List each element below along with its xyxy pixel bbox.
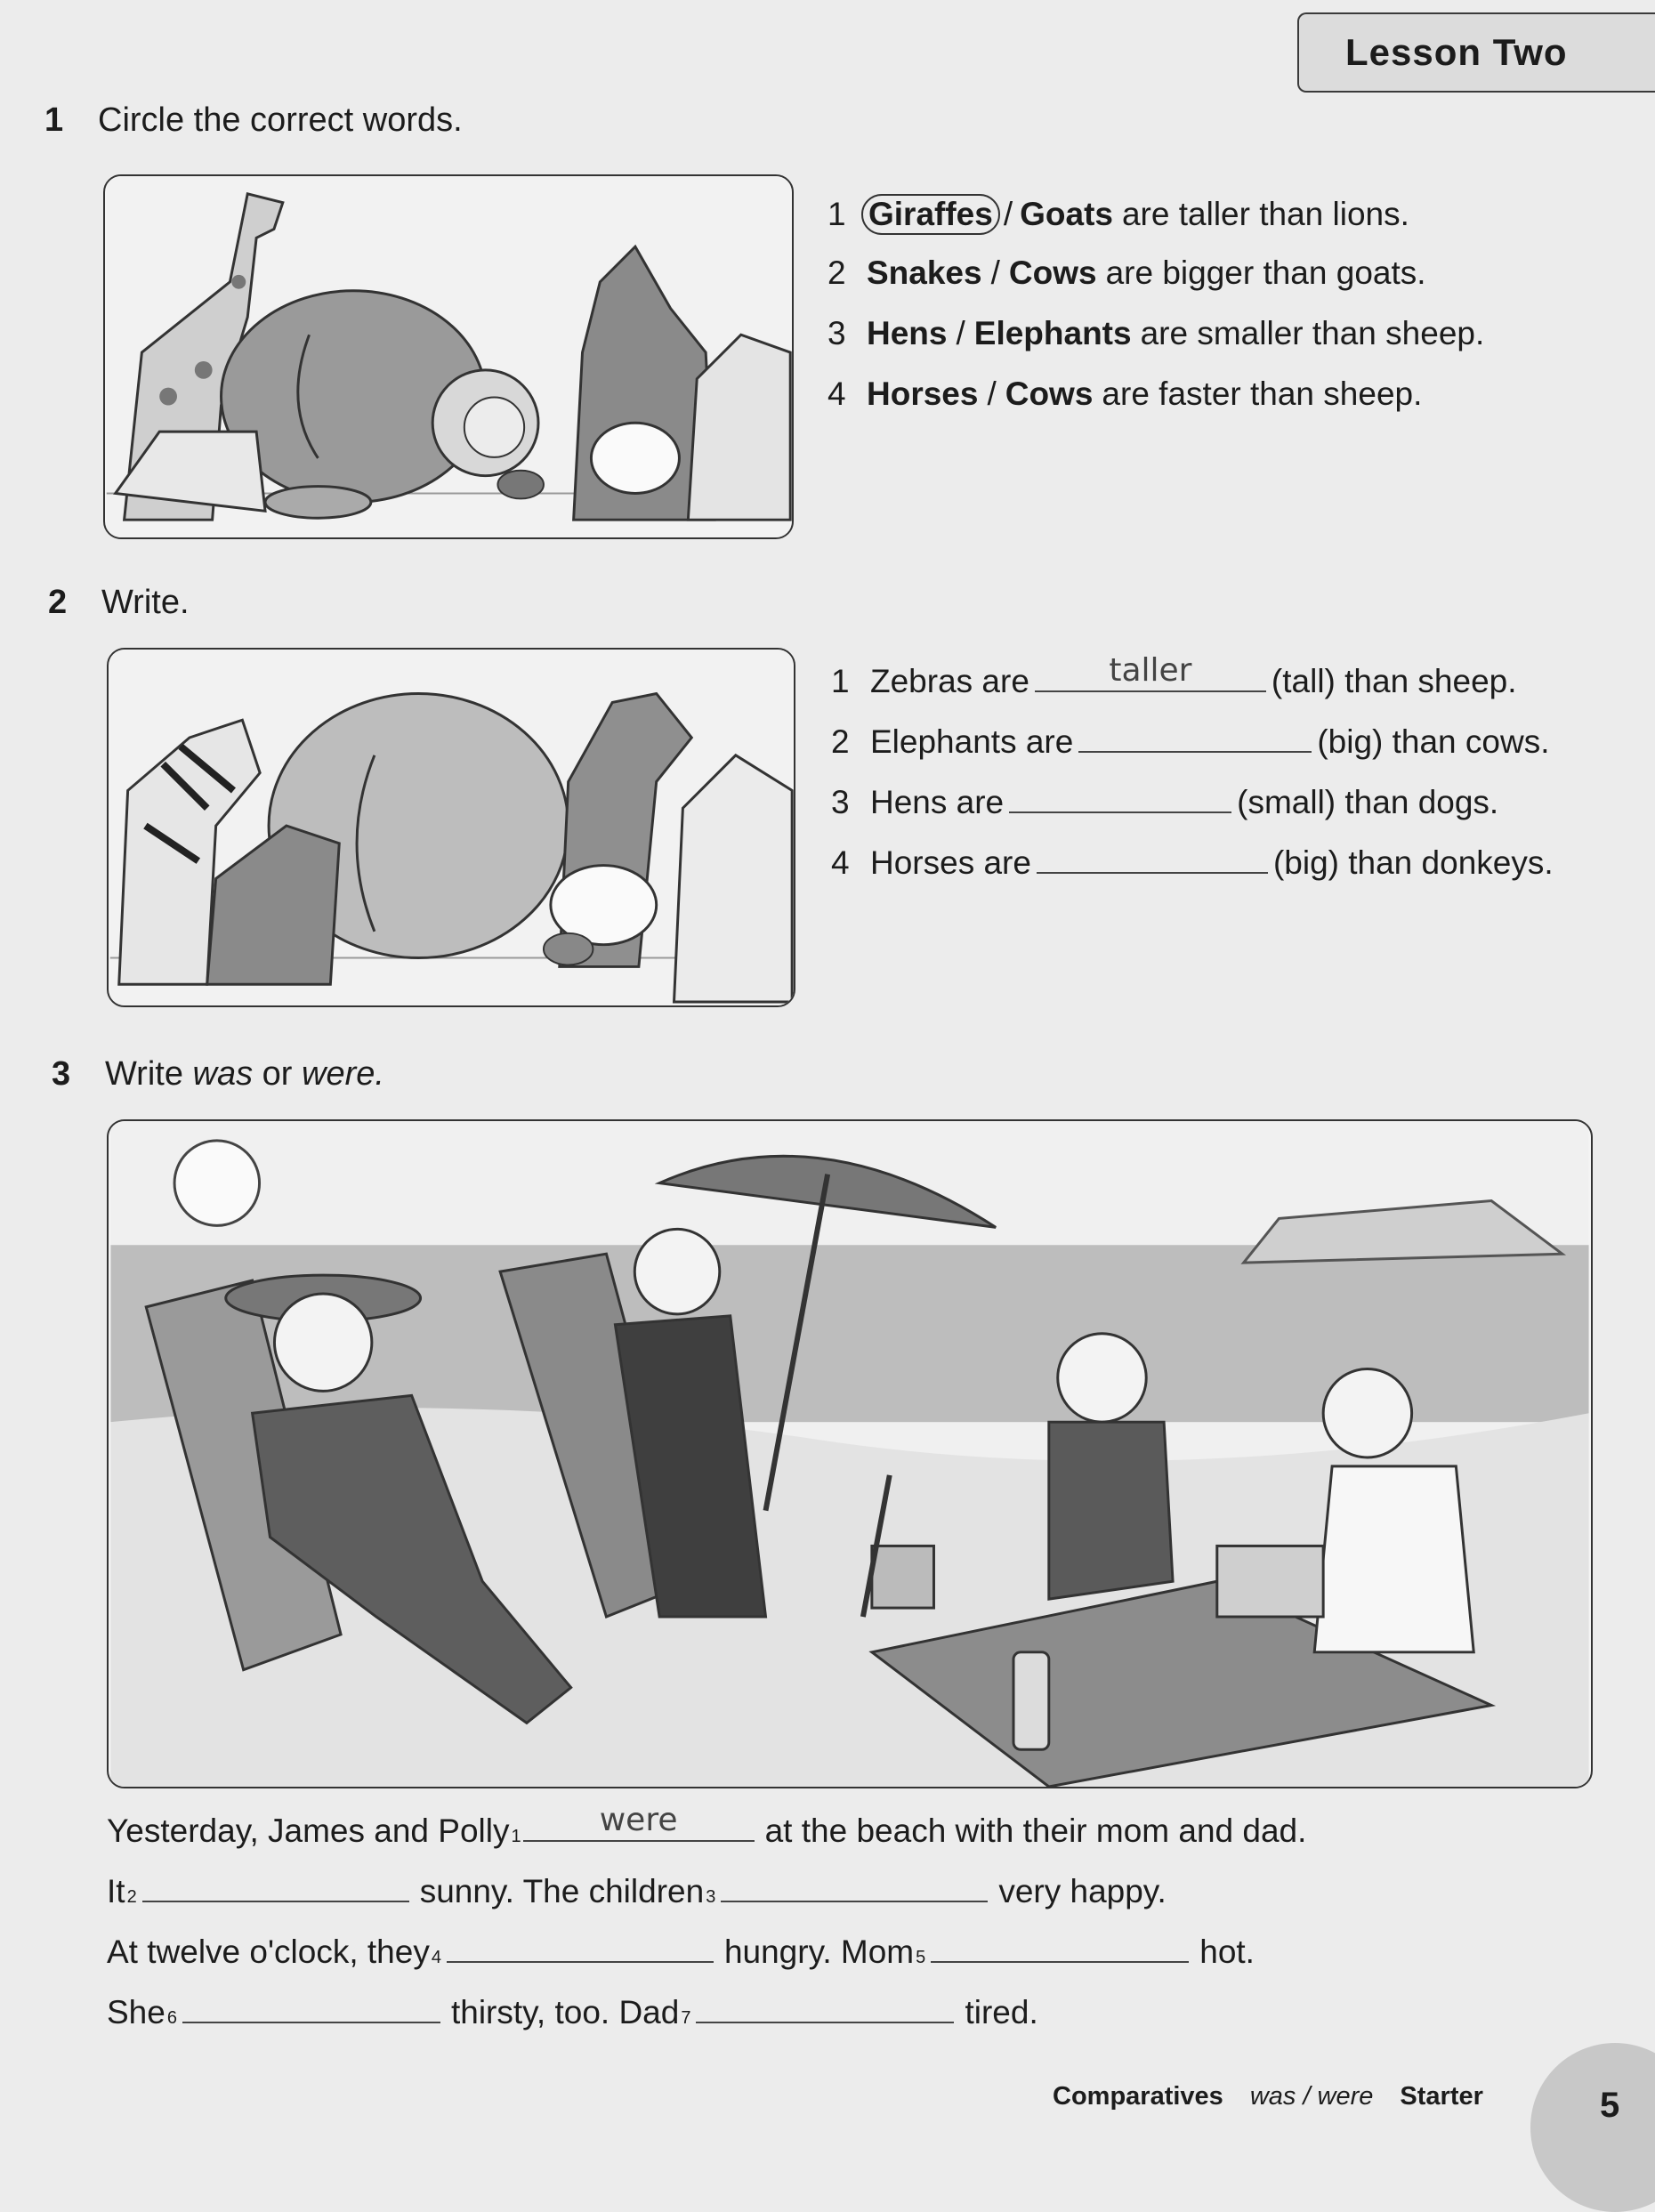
handwritten-answer: taller bbox=[1109, 652, 1192, 689]
ex1-item-3: 3 Hens / Elephants are smaller than sheep. bbox=[828, 315, 1485, 351]
answer-blank[interactable] bbox=[142, 1869, 409, 1902]
exercise-3-heading: 3 Write was or were. bbox=[52, 1055, 384, 1093]
animals-drawing-2-icon bbox=[109, 650, 794, 1005]
answer-blank[interactable] bbox=[1009, 779, 1231, 813]
option-a[interactable]: Snakes bbox=[867, 254, 982, 291]
circled-option[interactable]: Giraffes bbox=[861, 194, 1000, 235]
answer-blank[interactable] bbox=[1078, 719, 1312, 753]
story-line-1: Yesterday, James and Polly 1 were at the beach with their mom and dad. bbox=[107, 1802, 1307, 1849]
ex2-item-2: 2 Elephants are (big) than cows. bbox=[831, 719, 1550, 761]
option-a[interactable]: Hens bbox=[867, 315, 948, 351]
ex2-item-4: 4 Horses are (big) than donkeys. bbox=[831, 840, 1554, 882]
ex2-item-3: 3 Hens are (small) than dogs. bbox=[831, 779, 1498, 821]
exercise-instruction: Write. bbox=[101, 584, 190, 621]
exercise-number: 2 bbox=[48, 584, 68, 621]
beach-illustration bbox=[107, 1119, 1593, 1788]
exercise-2-heading bbox=[48, 584, 190, 622]
ex2-item-1: 1 Zebras are taller (tall) than sheep. bbox=[831, 652, 1517, 699]
page-number-badge bbox=[1530, 2043, 1655, 2212]
option-b[interactable]: Cows bbox=[1008, 254, 1097, 291]
animals-illustration-2 bbox=[107, 648, 795, 1007]
story-line-2: It 2 sunny. The children 3 very happy. bbox=[107, 1869, 1167, 1910]
answer-blank[interactable] bbox=[447, 1929, 714, 1963]
exercise-1-heading bbox=[44, 101, 463, 140]
handwritten-answer: were bbox=[599, 1802, 678, 1838]
ex1-item-4: 4 Horses / Cows are faster than sheep. bbox=[828, 375, 1423, 412]
exercise-number: 1 bbox=[44, 101, 64, 139]
option-b[interactable]: Cows bbox=[1005, 375, 1094, 412]
beach-scene-icon bbox=[109, 1121, 1591, 1787]
answer-blank[interactable] bbox=[1035, 652, 1266, 692]
option-a[interactable]: Horses bbox=[867, 375, 979, 412]
answer-blank[interactable] bbox=[1037, 840, 1268, 874]
page-number: 5 bbox=[1600, 2086, 1620, 2125]
footer-topic-1: Comparatives bbox=[1053, 2082, 1223, 2111]
animals-drawing-icon bbox=[105, 176, 792, 537]
story-line-4: She 6 thirsty, too. Dad 7 tired. bbox=[107, 1990, 1038, 2031]
answer-blank[interactable] bbox=[182, 1990, 440, 2023]
lesson-title: Lesson Two bbox=[1345, 31, 1568, 73]
option-b[interactable]: Goats bbox=[1020, 196, 1113, 232]
exercise-instruction: Circle the correct words. bbox=[98, 101, 463, 139]
page-footer bbox=[1053, 2082, 1483, 2111]
answer-blank[interactable] bbox=[696, 1990, 954, 2023]
ex1-item-2: 2 Snakes / Cows are bigger than goats. bbox=[828, 254, 1426, 291]
lesson-title-tab bbox=[1297, 12, 1655, 93]
footer-unit: Starter bbox=[1400, 2082, 1483, 2111]
ex1-item-1: 1 Giraffes / Goats are taller than lions. bbox=[828, 194, 1409, 235]
exercise-number: 3 bbox=[52, 1055, 71, 1093]
answer-blank[interactable] bbox=[931, 1929, 1189, 1963]
story-line-3: At twelve o'clock, they 4 hungry. Mom 5 hot. bbox=[107, 1929, 1255, 1971]
animals-illustration-1 bbox=[103, 174, 794, 539]
answer-blank[interactable] bbox=[721, 1869, 988, 1902]
option-b[interactable]: Elephants bbox=[973, 315, 1132, 351]
footer-topic-2: was / were bbox=[1249, 2082, 1374, 2111]
answer-blank[interactable] bbox=[523, 1802, 755, 1842]
